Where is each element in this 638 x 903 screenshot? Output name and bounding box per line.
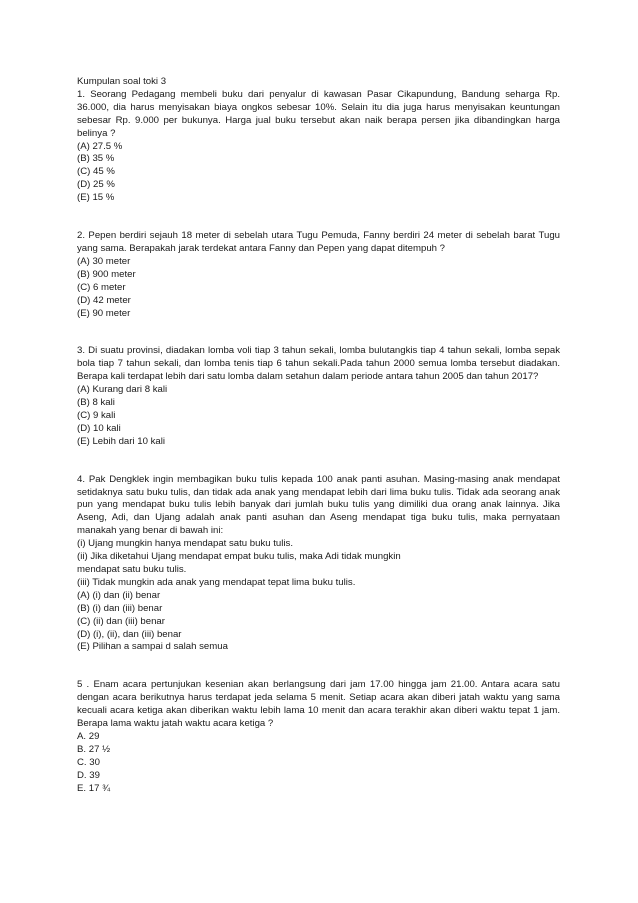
question-5-option-c: C. 30 bbox=[77, 756, 100, 768]
question-5 bbox=[77, 679, 560, 795]
question-5-option-d: D. 39 bbox=[77, 769, 100, 781]
question-4-statement-2-cont: mendapat satu buku tulis. bbox=[77, 564, 187, 575]
question-1-stem: 1. Seorang Pedagang membeli buku dari penyalur di kawasan Pasar Cikapundung, Bandung seharga Rp. 36.000, dia harus menyisakan biaya ongkos sebesar 10%. Selain itu dia juga harus menyisakan keuntungan sebesar Rp. 9.000 per bukunya. Harga jual buku tersebut akan naik berapa persen jika dibandingkan harga belinya ? bbox=[77, 88, 560, 139]
question-5-option-a: A. 29 bbox=[77, 730, 100, 742]
question-4-stem: 4. Pak Dengklek ingin membagikan buku tulis kepada 100 anak panti asuhan. Masing-masing anak mendapat setidaknya satu buku tulis, dan tidak ada anak yang mendapat lebih dari lima buku tulis. Tidak ada seorang anak pun yang mendapat buku tulis lebih banyak dari jumlah buku tulis yang dimiliki dua orang anak lainnya. Jika Aseng, Adi, dan Ujang adalah anak panti asuhan dan Aseng mendapat tiga buku tulis, maka pernyataan manakah yang benar di bawah ini: bbox=[77, 473, 560, 537]
question-1-option-c: (C) 45 % bbox=[77, 166, 115, 178]
question-4 bbox=[77, 474, 560, 655]
question-5-stem: 5 . Enam acara pertunjukan kesenian akan berlangsung dari jam 17.00 hingga jam 21.00. Antara acara satu dengan acara berikutnya harus terdapat jeda selama 5 menit. Setiap acara akan diberi jatah waktu yang sama kecuali acara ketiga akan diberikan waktu lebih lama 10 menit dan acara terakhir akan diberi waktu tepat 1 jam. Berapa lama waktu jatah waktu acara ketiga ? bbox=[77, 679, 560, 730]
question-2-option-b: (B) 900 meter bbox=[77, 268, 136, 280]
question-1-option-d: (D) 25 % bbox=[77, 179, 115, 191]
question-3 bbox=[77, 345, 560, 448]
question-3-stem: 3. Di suatu provinsi, diadakan lomba voli tiap 3 tahun sekali, lomba bulutangkis tiap 4 tahun sekali, lomba sepak bola tiap 7 tahun sekali, dan lomba tenis tiap 6 tahun sekali.Pada tahun 2000 semua lomba tersebut diadakan. Berapa kali terdapat lebih dari satu lomba dalam setahun dalam periode antara tahun 2005 dan tahun 2017? bbox=[77, 345, 560, 383]
question-3-option-b: (B) 8 kali bbox=[77, 397, 115, 409]
question-1 bbox=[77, 89, 560, 205]
question-4-option-b: (B) (i) dan (iii) benar bbox=[77, 602, 163, 614]
question-1-option-e: (E) 15 % bbox=[77, 192, 115, 204]
question-4-option-a: (A) (i) dan (ii) benar bbox=[77, 589, 161, 601]
question-2-option-d: (D) 42 meter bbox=[77, 294, 131, 306]
question-4-statement-2: (ii) Jika diketahui Ujang mendapat empat buku tulis, maka Adi tidak mungkin bbox=[77, 551, 401, 563]
question-3-option-a: (A) Kurang dari 8 kali bbox=[77, 384, 168, 396]
question-4-statement-1: (i) Ujang mungkin hanya mendapat satu buku tulis. bbox=[77, 538, 293, 550]
question-4-option-c: (C) (ii) dan (iii) benar bbox=[77, 615, 165, 627]
question-4-statement-3: (iii) Tidak mungkin ada anak yang mendapat tepat lima buku tulis. bbox=[77, 576, 356, 588]
question-3-option-e: (E) Lebih dari 10 kali bbox=[77, 435, 165, 447]
question-4-option-d: (D) (i), (ii), dan (iii) benar bbox=[77, 628, 182, 640]
question-2-option-e: (E) 90 meter bbox=[77, 307, 131, 319]
question-4-option-e: (E) Pilihan a sampai d salah semua bbox=[77, 641, 228, 653]
question-1-option-a: (A) 27.5 % bbox=[77, 140, 123, 152]
question-2-option-a: (A) 30 meter bbox=[77, 255, 131, 267]
question-2 bbox=[77, 230, 560, 320]
question-1-option-b: (B) 35 % bbox=[77, 153, 115, 165]
question-2-option-c: (C) 6 meter bbox=[77, 281, 126, 293]
question-2-stem: 2. Pepen berdiri sejauh 18 meter di sebelah utara Tugu Pemuda, Fanny berdiri 24 meter di sebelah barat Tugu yang sama. Berapakah jarak terdekat antara Fanny dan Pepen yang dapat ditempuh ? bbox=[77, 230, 560, 254]
question-3-option-c: (C) 9 kali bbox=[77, 409, 116, 421]
question-3-option-d: (D) 10 kali bbox=[77, 422, 121, 434]
document-body bbox=[77, 76, 560, 796]
document-title: Kumpulan soal toki 3 bbox=[77, 76, 167, 87]
question-5-option-e: E. 17 ¾ bbox=[77, 782, 111, 794]
question-5-option-b: B. 27 ½ bbox=[77, 743, 111, 755]
